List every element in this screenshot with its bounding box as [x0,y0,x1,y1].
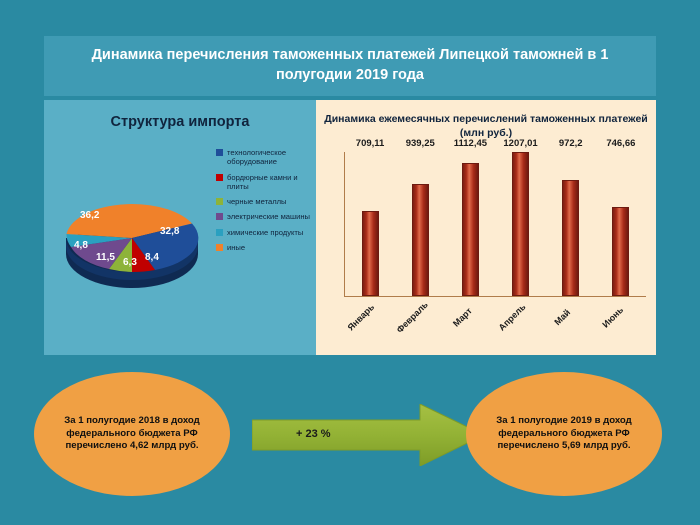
bar [612,207,629,296]
x-tick-label: Июнь [600,304,626,330]
svg-text:6,3: 6,3 [123,257,137,268]
legend-item [216,148,316,167]
legend-item [216,228,316,237]
bar [412,184,429,296]
slide-title-bar [44,36,656,96]
callout-2018-text: За 1 полугодие 2018 в доход федерального бюджета РФ перечислено 4,62 млрд руб. [64,414,200,452]
callout-2018 [34,372,230,496]
legend-swatch [216,198,223,205]
x-tick [496,297,535,341]
bar-column [405,138,435,296]
svg-text:32,8: 32,8 [160,226,180,237]
bar-value-label: 709,11 [355,138,385,149]
bar [462,163,479,296]
svg-text:11,5: 11,5 [96,252,115,263]
legend-swatch [216,174,223,181]
bar [362,211,379,296]
legend-swatch [216,229,223,236]
x-tick [552,297,585,341]
pie-chart-title: Структура импорта [110,114,250,130]
legend-label: электрические машины [227,212,311,222]
callout-2019-text: За 1 полугодие 2019 в доход федерального бюджета РФ перечислено 5,69 млрд руб. [496,414,632,452]
legend-item [216,173,316,192]
legend-label: химические продукты [227,227,304,237]
bar-value-label: 746,66 [606,138,636,149]
bar-column [355,138,385,296]
pie-chart-card [44,100,316,355]
bar-column [453,138,488,296]
bar-chart-card [316,100,656,355]
x-tick [600,297,636,341]
legend-label: черные металлы [227,197,287,206]
x-tick [346,297,384,341]
bar-column [556,138,586,296]
pie-svg [52,146,212,336]
legend-swatch [216,149,223,156]
pie-legend [216,148,316,258]
x-tick [394,297,434,341]
page-title: Динамика перечисления таможенных платежей Липецкой таможней в 1 полугодии 2019 года [91,47,609,83]
bar-value-label: 1112,45 [453,138,488,149]
legend-item [216,197,316,206]
arrow-svg [252,404,484,466]
bar-value-label: 939,25 [405,138,435,149]
arrow-percent-label: + 23 % [296,428,331,440]
x-tick [450,297,485,341]
legend-swatch [216,244,223,251]
growth-arrow [252,404,484,466]
pie-chart-graphic [52,146,212,336]
bar [562,180,579,296]
legend-swatch [216,213,223,220]
svg-text:36,2: 36,2 [80,210,100,221]
legend-label: иные [227,242,246,252]
x-tick-label: Апрель [496,301,528,333]
bar [512,152,529,296]
svg-text:4,8: 4,8 [74,240,88,251]
bar-value-label: 1207,01 [503,138,538,149]
x-tick-label: Март [450,305,474,329]
legend-label: бордюрные камни и плиты [227,172,298,191]
bar-series [345,138,646,296]
svg-text:8,4: 8,4 [145,252,159,263]
x-tick-label: Февраль [394,299,430,335]
x-tick-label: Май [552,307,573,328]
legend-label: технологическое оборудование [227,148,287,167]
bar-chart-title: Динамика ежемесячных перечислений таможенных платежей (млн руб.) [324,113,648,140]
bar-plot-area [344,138,646,297]
bar-value-label: 972,2 [558,138,583,149]
legend-item [216,243,316,252]
x-tick-label: Январь [346,301,377,333]
legend-item [216,212,316,221]
bar-column [606,138,636,296]
bar-column [503,138,538,296]
charts-panel [44,100,656,355]
callout-2019 [466,372,662,496]
bar-x-axis-labels [344,297,646,341]
